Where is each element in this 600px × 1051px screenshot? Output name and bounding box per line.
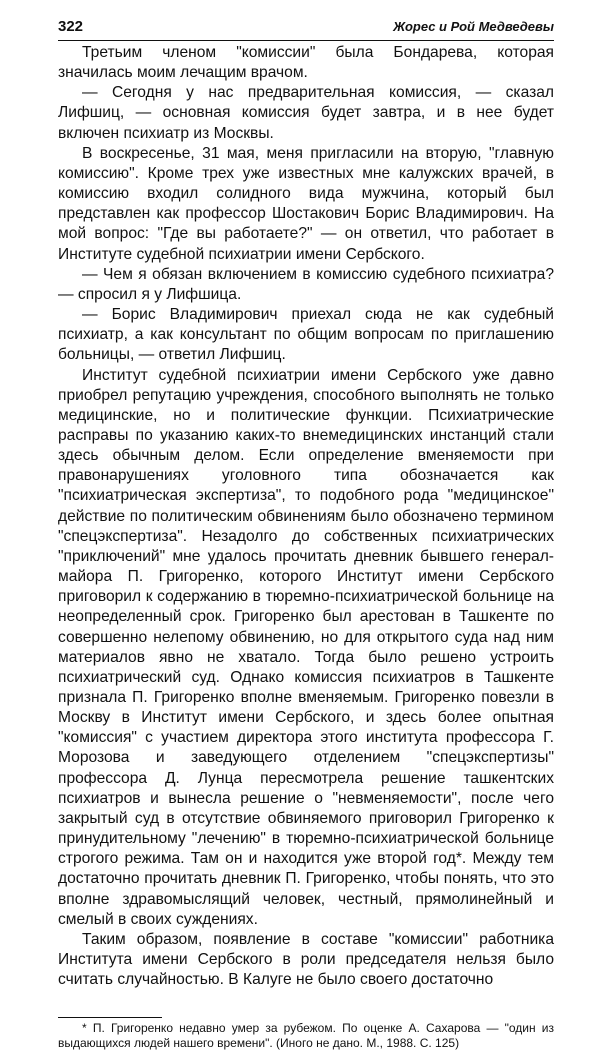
running-title: Жорес и Рой Медведевы (393, 19, 554, 34)
paragraph: — Сегодня у нас предварительная комиссия, — сказал Лифшиц, — основная комиссия будет завтра, и в нее будет включен психиатр из Москвы. (58, 84, 554, 142)
paragraph: Институт судебной психиатрии имени Сербского уже давно приобрел репутацию учреждения, способного выполнять не только медицинские, но и политические функции. Психиатрические расправы по указанию каких-то внемедицинских инстанций стали здесь обычным делом. Если определение вменяемости при правонарушениях уголовного типа обозначается как "психиатрическая экспертиза", то подобного рода "медицинское" действие по политическим обвинениям было обозначено термином "спецэкспертиза". Незадолго до собственных психиатрических "приключений" мне удалось прочитать дневник бывшего генерал-майора П. Григоренко, которого Институт имени Сербского приговорил к содержанию в тюремно-психиатрической больнице на неопределенный срок. Григоренко был арестован в Ташкенте по совершенно нелепому обвинению, но для открытого суда над ним материалов явно не хватало. Тогда было решено устроить психиатрический суд. Однако комиссия психиатров в Ташкенте признала П. Григоренко вполне вменяемым. Григоренко повезли в Москву в Институт имени Сербского, и здесь более опытная "комиссия" с участием директора этого института профессора Г. Морозова и заведующего отделением "спецэкспертизы" профессора Д. Лунца пересмотрела решение ташкентских психиатров и вынесла решение о "невменяемости", после чего закрытый суд в отсутствие обвиняемого приговорил Григоренко к принудительному "лечению" в тюремно-психиатрической больнице строгого режима. Там он и находится уже второй год*. Между тем достаточно прочитать дневник П. Григоренко, чтобы понять, что это вполне здравомыслящий человек, честный, прямолинейный и смелый в своих суждениях. (58, 366, 554, 928)
header-divider (58, 40, 554, 41)
book-page (58, 18, 554, 1051)
footnote-divider (58, 1017, 162, 1018)
page-header (58, 18, 554, 40)
paragraph: — Борис Владимирович приехал сюда не как судебный психиатр, а как консультант по общим вопросам по приглашению больницы, — ответил Лифшиц. (58, 306, 554, 364)
paragraph: Таким образом, появление в составе "комиссии" работника Института имени Сербского в роли председателя нельзя было считать случайностью. В Калуге не было своего достаточно (58, 930, 554, 989)
footnote: * П. Григоренко недавно умер за рубежом. По оценке А. Сахарова — "один из выдающихся людей нашего времени". (Иного не дано. М., 1988. С. 125) (58, 1021, 554, 1051)
body-text (58, 43, 554, 990)
paragraph: Третьим членом "комиссии" была Бондарева, которая значилась моим лечащим врачом. (58, 44, 554, 82)
paragraph: В воскресенье, 31 мая, меня пригласили на вторую, "главную комиссию". Кроме трех уже известных мне калужских врачей, в комиссию входил солидного вида мужчина, который был представлен как профессор Шостакович Борис Владимирович. На мой вопрос: "Где вы работаете?" — он ответил, что работает в Институте судебной психиатрии имени Сербского. (58, 144, 554, 263)
paragraph: — Чем я обязан включением в комиссию судебного психиатра? — спросил я у Лифшица. (58, 265, 554, 303)
page-number: 322 (58, 18, 84, 35)
